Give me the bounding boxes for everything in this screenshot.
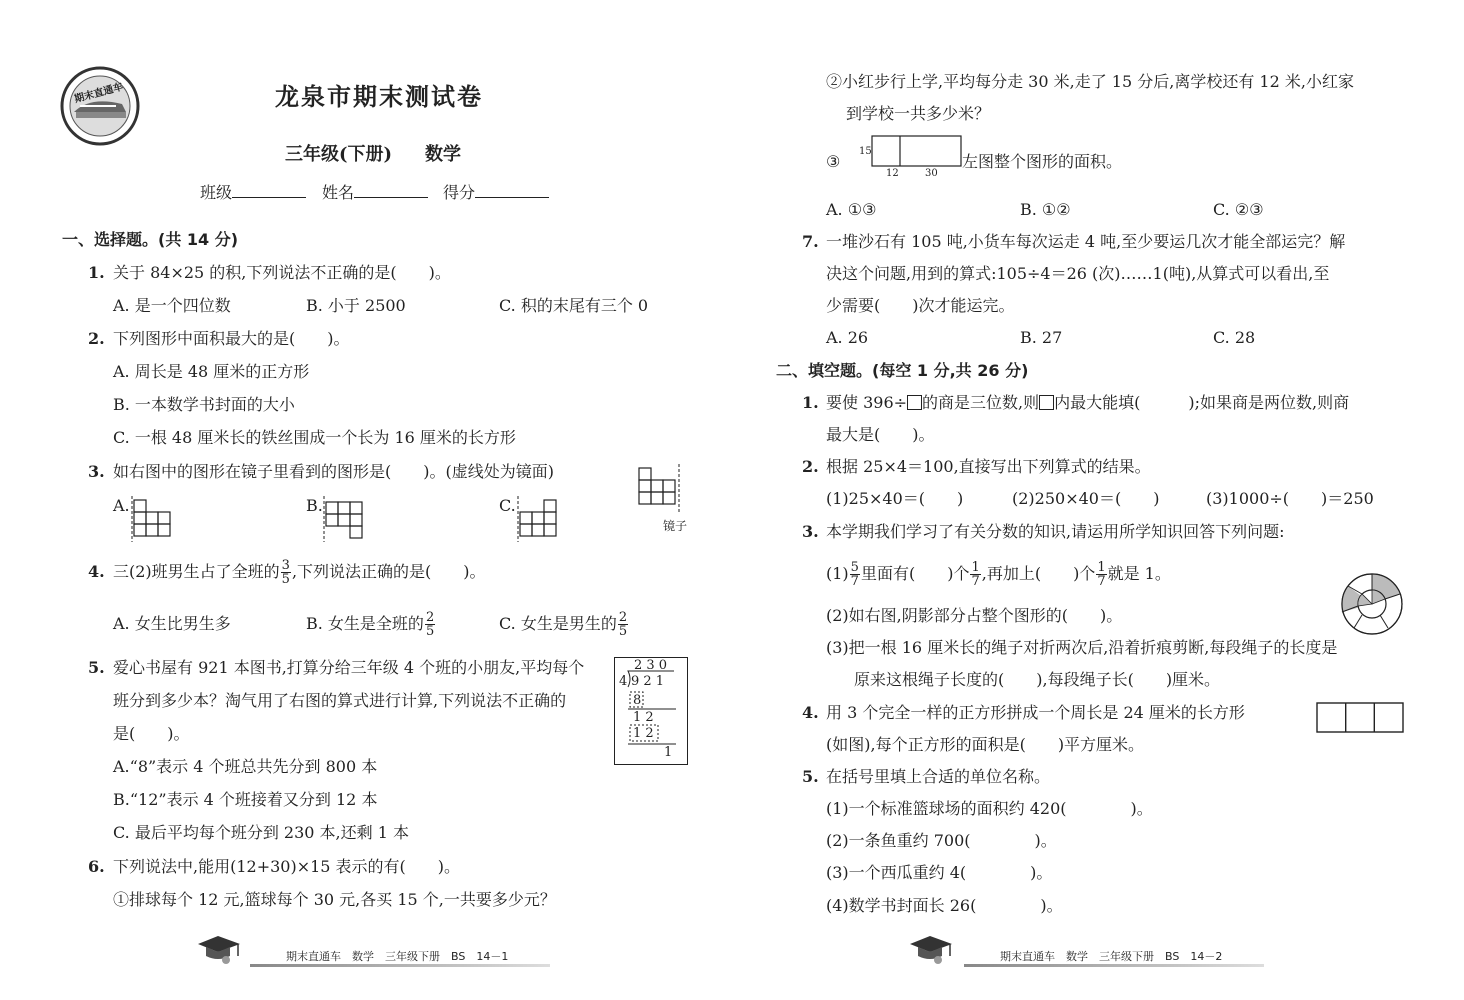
f3-s1-post: 就是 1。: [1107, 564, 1171, 583]
footer-rule: [250, 964, 550, 967]
f4-three-squares-figure: [1316, 702, 1404, 734]
f3-frac-1: [850, 561, 860, 588]
f5-number: 5.: [802, 767, 819, 786]
q5-option-c[interactable]: C. 最后平均每个班分到 230 本,还剩 1 本: [113, 823, 409, 842]
q7-line1: 一堆沙石有 105 吨,小货车每次运走 4 吨,至少要运几次才能全部运完？解: [826, 232, 1346, 251]
q6-stem: 下列说法中,能用(12+30)×15 表示的有( )。: [113, 857, 461, 876]
q5-option-b[interactable]: B.“12”表示 4 个班接着又分到 12 本: [113, 790, 378, 809]
q6-statement-3-text: 左图整个图形的面积。: [962, 152, 1123, 171]
f3-d1: 7: [850, 574, 859, 589]
q5-option-a[interactable]: A.“8”表示 4 个班总共先分到 800 本: [113, 757, 378, 776]
f3-item-2[interactable]: (2)如右图,阴影部分占整个图形的( )。: [826, 606, 1123, 625]
q3-number: 3.: [88, 462, 105, 481]
q5-remainder: 1: [664, 745, 673, 760]
f4-line1: 用 3 个完全一样的正方形拼成一个周长是 24 厘米的长方形: [826, 703, 1245, 722]
q6-statement-2-line1: ②小红步行上学,平均每分走 30 米,走了 15 分后,离学校还有 12 米,小红家: [826, 72, 1354, 91]
f3-n2: 1: [971, 560, 980, 575]
q4-option-c-text: C. 女生是男生的: [499, 614, 617, 633]
name-field[interactable]: [322, 183, 428, 203]
q4-b-den: 5: [425, 624, 435, 639]
q4-option-c-fraction: [618, 611, 628, 638]
q4-option-b[interactable]: [306, 606, 436, 642]
q6-rectangle-figure: [872, 136, 962, 170]
class-field[interactable]: [200, 183, 306, 203]
f5-item-2[interactable]: (2)一条鱼重约 700( )。: [826, 831, 1057, 850]
q4-number: 4.: [88, 562, 105, 581]
q3-stem: 如右图中的图形在镜子里看到的图形是( )。(虚线处为镜面): [113, 462, 554, 481]
q6-option-a[interactable]: A. ①③: [826, 200, 877, 219]
q5-step3: 1 2: [633, 726, 654, 741]
q5-dividend: 9 2 1: [631, 674, 665, 689]
express-train-logo-icon: [60, 66, 140, 146]
f2-item-3[interactable]: (3)1000÷( )＝250: [1206, 489, 1374, 508]
q7-option-b[interactable]: B. 27: [1020, 328, 1063, 347]
q3-option-b[interactable]: B.: [306, 496, 323, 515]
q4-stem-post: ,下列说法正确的是( )。: [291, 562, 486, 581]
f3-d3: 7: [1097, 574, 1106, 589]
q3-option-c-figure[interactable]: [516, 496, 562, 542]
q5-quotient: 2 3 0: [634, 658, 668, 673]
q7-line2: 决这个问题,用到的算式:105÷4＝26 (次)……1(吨),从算式可以看出,至: [826, 264, 1330, 283]
f3-frac-2: [970, 561, 980, 588]
f3-item-3-line1[interactable]: (3)把一根 16 厘米长的绳子对折两次后,沿着折痕剪断,每段绳子的长度是: [826, 638, 1338, 657]
score-field[interactable]: [443, 183, 549, 203]
f2-item-2[interactable]: (2)250×40＝( ): [1012, 489, 1160, 508]
f3-stem: 本学期我们学习了有关分数的知识,请运用所学知识回答下列问题:: [826, 522, 1285, 541]
q6-fig-width2: 30: [925, 168, 938, 179]
f2-item-1[interactable]: (1)25×40＝( ): [826, 489, 964, 508]
footer-text: 期末直通车 数学 三年级下册 BS 14－2: [1000, 950, 1223, 963]
f3-s1-pre: (1): [826, 564, 849, 583]
q2-option-b[interactable]: B. 一本数学书封面的大小: [113, 395, 295, 414]
q6-statement-1: ①排球每个 12 元,篮球每个 30 元,各买 15 个,一共要多少元？: [113, 890, 556, 909]
f5-stem: 在括号里填上合适的单位名称。: [826, 767, 1051, 786]
class-label: 班级: [200, 183, 233, 202]
q3-original-figure: [637, 464, 687, 520]
exam-title: 龙泉市期末测试卷: [275, 82, 483, 111]
f2-number: 2.: [802, 457, 819, 476]
q4-option-b-text: B. 女生是全班的: [306, 614, 424, 633]
q4-stem-pre: 三(2)班男生占了全班的: [113, 562, 280, 581]
logo-text: 期末直通车: [73, 81, 125, 106]
f1-part1: 要使 396÷: [826, 393, 908, 412]
right-page: [732, 0, 1464, 1000]
q1-option-c[interactable]: C. 积的末尾有三个 0: [499, 296, 649, 315]
f3-frac-3: [1096, 561, 1106, 588]
f2-stem: 根据 25×4＝100,直接写出下列算式的结果。: [826, 457, 1151, 476]
q4-option-a[interactable]: A. 女生比男生多: [113, 614, 231, 633]
graduation-cap-icon: [196, 934, 244, 966]
f1-part3: 内最大能填( );如果商是两位数,则商: [1054, 393, 1350, 412]
f3-s1-mid2: ,再加上( )个: [981, 564, 1096, 583]
q7-number: 7.: [802, 232, 819, 251]
f3-ring-figure: [1340, 572, 1404, 636]
q5-step1: 8: [633, 693, 642, 708]
f3-number: 3.: [802, 522, 819, 541]
q1-number: 1.: [88, 263, 105, 282]
subtitle-subject: 数学: [425, 144, 461, 165]
q4-frac-den: 5: [281, 572, 290, 587]
f4-number: 4.: [802, 703, 819, 722]
q7-option-a[interactable]: A. 26: [826, 328, 869, 347]
f5-item-4[interactable]: (4)数学书封面长 26( )。: [826, 896, 1063, 915]
q4-c-num: 2: [618, 610, 628, 625]
q4-stem: [113, 554, 486, 590]
name-label: 姓名: [322, 183, 355, 202]
subtitle-grade: 三年级(下册): [285, 144, 393, 165]
f3-n3: 1: [1097, 560, 1106, 575]
q6-fig-width1: 12: [886, 168, 899, 179]
q5-number: 5.: [88, 658, 105, 677]
q4-c-den: 5: [618, 624, 628, 639]
q4-fraction: [281, 559, 291, 586]
q1-stem: 关于 84×25 的积,下列说法不正确的是( )。: [113, 263, 451, 282]
f3-item-3-line2: 原来这根绳子长度的( ),每段绳子长( )厘米。: [854, 670, 1221, 689]
footer-rule: [964, 964, 1264, 967]
f1-line1: [826, 393, 1349, 413]
q3-option-c[interactable]: C.: [499, 496, 516, 515]
q2-stem: 下列图形中面积最大的是( )。: [113, 329, 350, 348]
f3-item-1[interactable]: [826, 556, 1171, 592]
score-label: 得分: [443, 183, 476, 202]
q5-line2: 班分到多少本？淘气用了右图的算式进行计算,下列说法不正确的: [113, 691, 567, 710]
q7-line3: 少需要( )次才能运完。: [826, 296, 1015, 315]
q3-option-a[interactable]: A.: [113, 496, 130, 515]
q3-option-a-figure[interactable]: [130, 496, 176, 542]
q3-mirror-label: 镜子: [663, 519, 688, 533]
q4-b-num: 2: [425, 610, 435, 625]
q1-option-a[interactable]: A. 是一个四位数: [113, 296, 231, 315]
f3-d2: 7: [971, 574, 980, 589]
footer-text: 期末直通车 数学 三年级下册 BS 14－1: [286, 950, 509, 963]
f1-number: 1.: [802, 393, 819, 412]
f3-s1-mid1: 里面有( )个: [860, 564, 970, 583]
f1-part2: 的商是三位数,则: [922, 393, 1040, 412]
f5-item-3[interactable]: (3)一个西瓜重约 4( )。: [826, 863, 1053, 882]
q6-number: 6.: [88, 857, 105, 876]
q2-option-a[interactable]: A. 周长是 48 厘米的正方形: [113, 362, 310, 381]
q6-fig-height: 15: [859, 146, 872, 157]
q1-option-b[interactable]: B. 小于 2500: [306, 296, 406, 315]
q7-option-c[interactable]: C. 28: [1213, 328, 1256, 347]
f1-line2: 最大是( )。: [826, 425, 935, 444]
q6-statement-3-num: ③: [826, 152, 841, 171]
q6-option-b[interactable]: B. ①②: [1020, 200, 1071, 219]
f5-item-1[interactable]: (1)一个标准篮球场的面积约 420( )。: [826, 799, 1153, 818]
q2-option-c[interactable]: C. 一根 48 厘米长的铁丝围成一个长为 16 厘米的长方形: [113, 428, 516, 447]
graduation-cap-icon: [908, 934, 956, 966]
q2-number: 2.: [88, 329, 105, 348]
q5-divisor: 4: [619, 674, 628, 689]
q4-option-b-fraction: [425, 611, 435, 638]
section2-heading: 二、填空题。(每空 1 分,共 26 分): [776, 361, 1029, 380]
blank-square-icon: [1039, 395, 1054, 410]
q3-option-b-figure[interactable]: [322, 496, 368, 542]
q4-option-c[interactable]: [499, 606, 629, 642]
q5-line3: 是( )。: [113, 724, 190, 743]
section1-heading: 一、选择题。(共 14 分): [62, 230, 239, 249]
q6-statement-2-line2: 到学校一共多少米？: [846, 104, 991, 123]
q4-frac-num: 3: [281, 558, 290, 573]
f3-n1: 5: [850, 560, 859, 575]
blank-square-icon: [907, 395, 922, 410]
q5-step2: 1 2: [633, 710, 654, 725]
q6-option-c[interactable]: C. ②③: [1213, 200, 1264, 219]
f4-line2: (如图),每个正方形的面积是( )平方厘米。: [826, 735, 1145, 754]
q5-line1: 爱心书屋有 921 本图书,打算分给三年级 4 个班的小朋友,平均每个: [113, 658, 585, 677]
